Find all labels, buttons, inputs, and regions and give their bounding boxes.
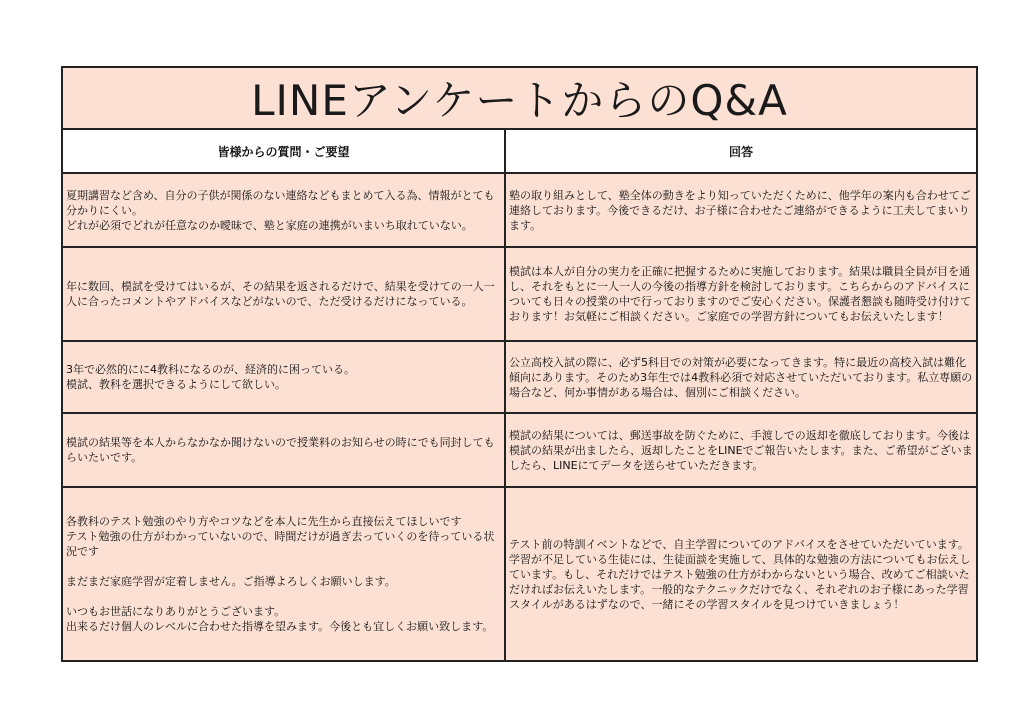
answer-cell: 模試は本人が自分の実力を正確に把握するために実施しております。結果は職員全員が目を通し、それをもとに一人一人の今後の指導方針を検討しております。こちらからのアドバイスについても日々の授業の中で行っておりますのでご安心ください。保護者懇談も随時受け付けております！お気軽にご相談ください。ご家庭での学習方針についてもお伝えいたします！ — [509, 265, 971, 323]
header-question: 皆様からの質問・ご要望 — [63, 130, 506, 172]
question-cell: 夏期講習など含め、自分の子供が関係のない連絡などもまとめて入る為、情報がとても分かりにくい。 どれが必須でどれが任意なのか曖昧で、塾と家庭の連携がいまいち取れていない。 — [63, 174, 506, 246]
question-cell: 模試の結果等を本人からなかなか聞けないので授業料のお知らせの時にでも同封してもらいたいです。 — [63, 414, 506, 486]
question-cell: 年に数回、模試を受けてはいるが、その結果を返されるだけで、結果を受けての一人一人に合ったコメントやアドバイスなどがないので、ただ受けるだけになっている。 — [63, 248, 506, 340]
table-row — [63, 342, 976, 414]
answer-cell: 公立高校入試の際に、必ず5科目での対策が必要になってきます。特に最近の高校入試は難化傾向にあります。そのため3年生では4教科必須で対応させていただいております。私立専願の場合など、何か事情がある場合は、個別にご相談ください。 — [509, 355, 973, 399]
page-title: LINEアンケートからのQ&A — [63, 68, 976, 130]
header-answer: 回答 — [728, 144, 753, 159]
table-row — [63, 248, 976, 342]
table-row — [63, 174, 976, 248]
answer-cell: 模試の結果については、郵送事故を防ぐために、手渡しでの返却を徹底しております。今後は模試の結果が出ましたら、返却したことをLINEでご報告いたします。また、ご希望がございましたら、LINEにてデータを送らせていただきます。 — [509, 428, 973, 472]
answer-cell: 塾の取り組みとして、塾全体の動きをより知っていただくために、他学年の案内も合わせてご連絡しております。今後できるだけ、お子様に合わせたご連絡ができるように工夫してまいります。 — [509, 188, 971, 232]
question-cell: 3年で必然的にに4教科になるのが、経済的に困っている。 模試、教科を選択できるようにして欲しい。 — [63, 342, 506, 412]
question-cell: 各教科のテスト勉強のやり方やコツなどを本人に先生から直接伝えてほしいです テスト勉強の仕方がわかっていないので、時間だけが過ぎ去っていくのを待っている状況です まだまだ家庭学習が定着しません。ご指導よろしくお願いします。 いつもお世話になりありがとうございます。 出来るだけ個人のレベルに合わせた指導を望みます。今後とも宜しくお願い致します。 — [63, 488, 506, 660]
answer-cell: テスト前の特訓イベントなどで、自主学習についてのアドバイスをさせていただいています。学習が不足している生徒には、生徒面談を実施して、具体的な勉強の方法についてもお伝えしています。もし、それだけではテスト勉強の仕方がわからないという場合、改めてご相談いただければお伝えいたします。一般的なテクニックだけでなく、それぞれのお子様にあった学習スタイルがあるはずなので、一緒にその学習スタイルを見つけていきましょう！ — [509, 537, 971, 611]
table-row — [63, 414, 976, 488]
table-row — [63, 488, 976, 660]
table-header — [63, 130, 976, 174]
qa-table — [61, 66, 978, 662]
